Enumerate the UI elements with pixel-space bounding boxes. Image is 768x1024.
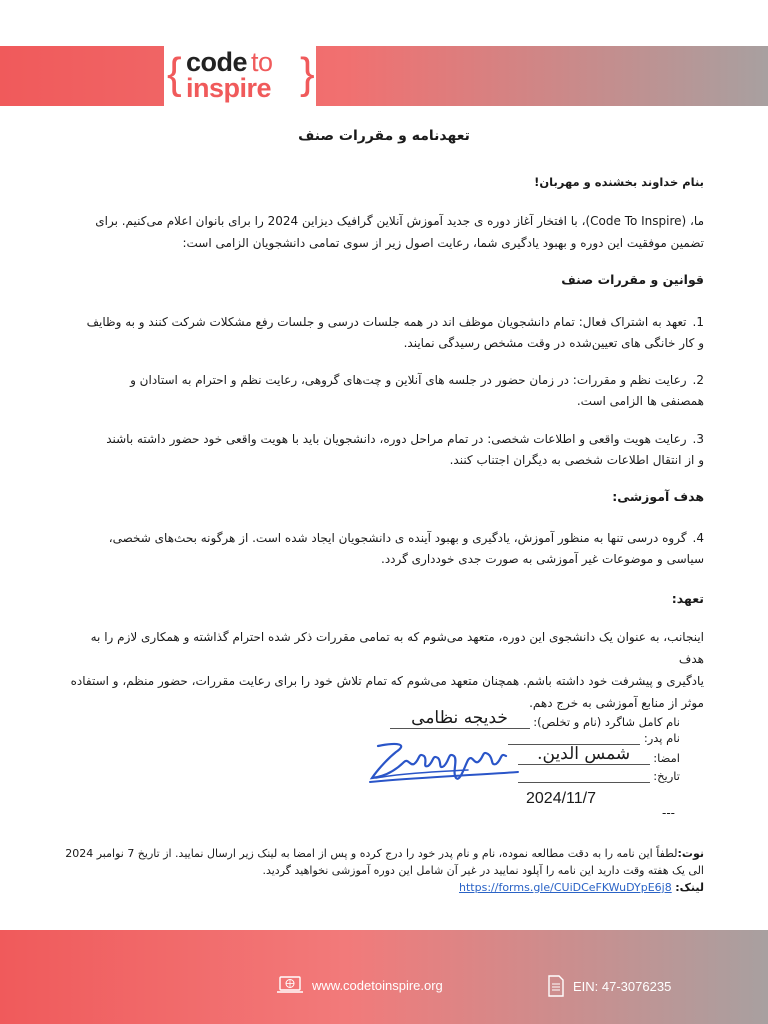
link-label: لینک: bbox=[675, 881, 704, 894]
pledge-line: موثر از منابع آموزشی به خرج دهم. bbox=[529, 696, 704, 710]
goal-item bbox=[64, 528, 704, 570]
rule-number: 2. bbox=[692, 373, 704, 387]
footer-ein bbox=[547, 975, 671, 997]
rule-number: 1. bbox=[692, 315, 704, 329]
rule-text: همصنفی ها الزامی است. bbox=[576, 394, 704, 408]
goal-text: سیاسی و موضوعات غیر آموزشی به صورت جدی خودداری گردد. bbox=[381, 552, 704, 566]
goal-heading: هدف آموزشی: bbox=[612, 489, 704, 504]
note-label: نوت: bbox=[677, 847, 704, 860]
pledge-line: اینجانب، به عنوان یک دانشجوی این دوره، متعهد می‌شوم که به تمامی مقررات ذکر شده احترام گذاشته و همکاری لازم را به هدف bbox=[90, 630, 704, 666]
rule-item bbox=[64, 429, 704, 471]
date-value: 2024/11/7 bbox=[526, 790, 596, 807]
rule-number: 3. bbox=[692, 432, 704, 446]
pledge-line: یادگیری و پیشرفت خود داشته باشم. همچنان متعهد می‌شوم که تمام تلاش خود را برای رعایت مقررات، حضور منظم، و استفاده bbox=[70, 674, 704, 688]
logo-to-text: to bbox=[251, 47, 273, 77]
rules-heading: قوانین و مقررات صنف bbox=[561, 272, 704, 287]
student-name-value: خدیجه نظامی bbox=[390, 708, 530, 729]
header-band bbox=[0, 46, 768, 106]
logo-inspire-text: inspire bbox=[186, 73, 272, 103]
logo-code-text: code bbox=[186, 47, 248, 77]
date-label: تاریخ: bbox=[653, 769, 680, 783]
date-field bbox=[518, 768, 680, 783]
rule-text: و از انتقال اطلاعات شخصی به دیگران اجتناب کنند. bbox=[449, 453, 704, 467]
intro-line: ما، (Code To Inspire)، با افتخار آغاز دوره ی جدید آموزش آنلاین گرافیک دیزاین 2024 را برای بانوان اعلام می‌کنیم. برای bbox=[95, 214, 704, 228]
footer-website[interactable] bbox=[276, 975, 443, 995]
code-to-inspire-logo bbox=[164, 46, 316, 106]
student-name-label: نام کامل شاگرد (نام و تخلص): bbox=[533, 715, 680, 729]
ein-text: EIN: 47-3076235 bbox=[573, 978, 672, 994]
rule-text: و کار خانگی های تعیین‌شده در وقت مشخص رسیدگی نمایند. bbox=[403, 336, 704, 350]
note-paragraph bbox=[54, 845, 704, 896]
document-icon bbox=[547, 975, 565, 997]
father-name-line-field bbox=[508, 730, 680, 745]
rule-text: رعایت هویت واقعی و اطلاعات شخصی: در تمام مراحل دوره، دانشجویان باید با هویت واقعی خود حضور داشته باشند bbox=[106, 432, 687, 446]
website-text: www.codetoinspire.org bbox=[312, 977, 443, 993]
laptop-globe-icon bbox=[276, 975, 304, 995]
rule-text: رعایت نظم و مقررات: در زمان حضور در جلسه های آنلاین و چت‌های گروهی، رعایت نظم و احترام به استادان و bbox=[130, 373, 687, 387]
goal-number: 4. bbox=[692, 531, 704, 545]
father-name-label: نام پدر: bbox=[643, 731, 680, 745]
logo-brace-left: { bbox=[167, 49, 182, 98]
rule-item bbox=[64, 370, 704, 412]
rule-text: تعهد به اشتراک فعال: تمام دانشجویان موظف اند در همه جلسات درسی و جلسات رفع مشکلات شرکت کنند و به وظایف bbox=[86, 315, 687, 329]
handwritten-signature bbox=[368, 738, 528, 788]
student-name-field bbox=[390, 708, 680, 729]
goal-text: گروه درسی تنها به منظور آموزش، یادگیری و بهبود آینده ی دانشجویان ایجاد شده است. از هرگونه بحث‌های شخصی، bbox=[108, 531, 687, 545]
father-name-value: شمس الدین. bbox=[518, 744, 650, 765]
logo-brace-right: } bbox=[300, 49, 315, 98]
signature-field bbox=[518, 744, 680, 765]
intro-line: تضمین موفقیت این دوره و بهبود یادگیری شما، رعایت اصول زیر از سوی تمامی دانشجویان الزامی است: bbox=[182, 236, 704, 250]
pledge-paragraph bbox=[64, 626, 704, 714]
intro-paragraph bbox=[64, 210, 704, 254]
signature-label: امضا: bbox=[653, 751, 680, 765]
pledge-heading: تعهد: bbox=[671, 591, 704, 606]
document-title: تعهدنامه و مقررات صنف bbox=[298, 128, 470, 144]
note-text: الی یک هفته وقت دارید این نامه را آپلود نمایید در غیر آن شامل این دوره آموزشی نخواهید گردید. bbox=[262, 864, 704, 877]
separator-dashes: --- bbox=[662, 806, 675, 820]
greeting: بنام خداوند بخشنده و مهربان! bbox=[534, 175, 704, 189]
date-line bbox=[518, 768, 650, 783]
form-link[interactable]: https://forms.gle/CUiDCeFKWuDYpE6j8 bbox=[459, 881, 672, 894]
note-text: لطفاً این نامه را به دقت مطالعه نموده، نام و نام پدر خود را درج کرده و پس از امضا به لینک زیر ارسال نمایید. از تاریخ 7 نوامبر 2024 bbox=[65, 847, 678, 860]
rule-item bbox=[64, 312, 704, 354]
